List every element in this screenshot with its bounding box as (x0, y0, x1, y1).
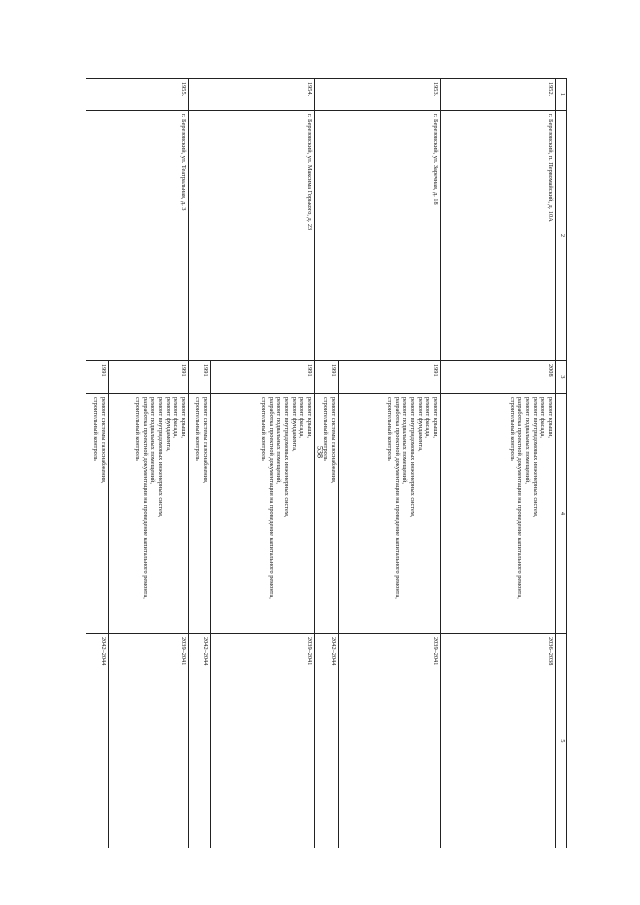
work-types: ремонт крыши, ремонт фасада, ремонт фундамента, ремонт внутридомовых инженерных систем, ремонт подвальных помещений, разработка проектной документации на проведение капитального ремонта, строительный контроль (339, 394, 441, 634)
header-cell: 4 (556, 394, 567, 634)
work-types: ремонт крыши, ремонт фасада, ремонт внутридомовых инженерных систем, ремонт подвальных помещений, разработка проектной документации на проведение капитального ремонта, строительный контроль (441, 394, 556, 634)
row-number: 1953. (315, 79, 441, 111)
table-row (339, 79, 441, 849)
repair-period: 2042–2044 (189, 634, 211, 849)
table-row (441, 79, 556, 849)
build-year: 1991 (109, 361, 189, 394)
repair-period: 2042–2044 (315, 634, 339, 849)
rotated-table-container (86, 78, 567, 848)
work-types: ремонт крыши, ремонт фасада, ремонт фундамента, ремонт внутридомовых инженерных систем, ремонт подвальных помещений, разработка проектной документации на проведение капитального ремонта, строительный контроль (211, 394, 315, 634)
build-year: 1991 (339, 361, 441, 394)
repair-period: 2039–2041 (211, 634, 315, 849)
build-year: 1991 (211, 361, 315, 394)
header-row (556, 79, 567, 849)
build-year: 2008 (441, 361, 556, 394)
repair-period: 2036–2038 (441, 634, 556, 849)
row-address: г. Березовский, п. Первомайский, д. 10А (441, 111, 556, 361)
work-types: ремонт системы газоснабжения, строительный контроль (86, 394, 109, 634)
header-cell: 1 (556, 79, 567, 111)
table-viewport (86, 78, 567, 848)
header-cell: 5 (556, 634, 567, 849)
row-address: г. Березовский, ул. Заречная, д. 18 (315, 111, 441, 361)
row-address: г. Березовский, ул. Театральная, д. 3 (86, 111, 189, 361)
capital-repair-table (86, 78, 567, 848)
build-year: 1991 (86, 361, 109, 394)
row-number: 1954. (189, 79, 315, 111)
table-row (211, 79, 315, 849)
row-number: 1952. (441, 79, 556, 111)
row-number: 1955. (86, 79, 189, 111)
build-year: 1991 (189, 361, 211, 394)
row-address: г. Березовский, ул. Максима Горького, д. 23 (189, 111, 315, 361)
repair-period: 2039–2041 (109, 634, 189, 849)
work-types: ремонт системы газоснабжения, строительный контроль (189, 394, 211, 634)
header-cell: 3 (556, 361, 567, 394)
header-cell: 2 (556, 111, 567, 361)
build-year: 1991 (315, 361, 339, 394)
table-row (109, 79, 189, 849)
repair-period: 2042–2044 (86, 634, 109, 849)
page-number: 538 (315, 446, 325, 458)
work-types: ремонт крыши, ремонт фасада, ремонт фундамента, ремонт внутридомовых инженерных систем, ремонт подвальных помещений, разработка проектной документации на проведение капитального ремонта, строительный контроль (109, 394, 189, 634)
repair-period: 2039–2041 (339, 634, 441, 849)
work-types: ремонт системы газоснабжения, строительный контроль (315, 394, 339, 634)
